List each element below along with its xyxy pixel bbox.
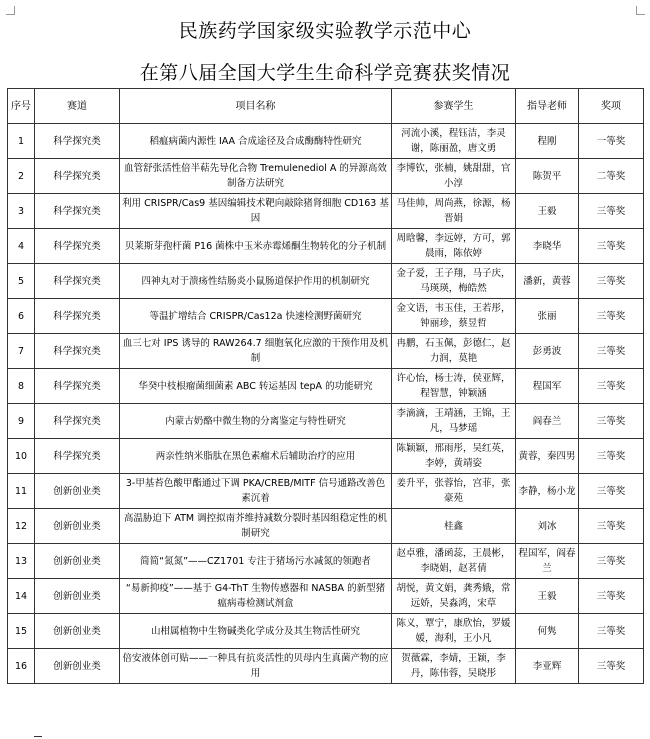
row-award: 三等奖 [579,299,644,334]
table-row [8,439,644,474]
table-row [8,334,644,369]
document-title-line1: 民族药学国家级实验教学示范中心 [178,20,472,42]
row-index: 2 [8,159,35,194]
row-teacher: 王毅 [516,194,579,229]
row-project: “易新抑疫”——基于 G4-ThT 生物传感器和 NASBA 的新型猪瘟病毒检测试剂盒 [120,579,392,614]
table-row [8,194,644,229]
row-project: 血三七对 IPS 诱导的 RAW264.7 细胞氧化应激的干预作用及机制 [120,334,392,369]
table-row [8,614,644,649]
table-row [8,124,644,159]
row-students: 金子爱，王子翔，马子庆，马瑛瑛，梅皓然 [392,264,516,299]
row-index: 11 [8,474,35,509]
table-header-row [8,89,644,124]
row-teacher: 陈贺平 [516,159,579,194]
table-row [8,474,644,509]
header-students: 参赛学生 [392,89,516,124]
page-corner-mark-left [6,6,15,15]
row-teacher: 黄蓉，秦四男 [516,439,579,474]
row-teacher: 李静，杨小龙 [516,474,579,509]
row-track: 创新创业类 [35,649,120,684]
row-teacher: 王毅 [516,579,579,614]
row-index: 15 [8,614,35,649]
table-continuation-mark [34,736,42,737]
row-project: 等温扩增结合 CRISPR/Cas12a 快速检测野菌研究 [120,299,392,334]
row-track: 科学探究类 [35,159,120,194]
table-row [8,579,644,614]
row-students: 赵卓雅，潘函蕊，王晨彬，李晓娟，赵茗倩 [392,544,516,579]
row-index: 1 [8,124,35,159]
row-index: 7 [8,334,35,369]
row-project: 贝莱斯芽孢杆菌 P16 菌株中玉米赤霉烯酮生物转化的分子机制 [120,229,392,264]
row-project: 两亲性纳米脂肽在黑色素瘤术后辅助治疗的应用 [120,439,392,474]
row-teacher: 程刚 [516,124,579,159]
row-index: 5 [8,264,35,299]
table-body [8,124,644,684]
row-project: 内蒙古奶酪中微生物的分离鉴定与特性研究 [120,404,392,439]
row-project: 简简“氮氮”——CZ1701 专注于猪场污水减氮的领跑者 [120,544,392,579]
row-index: 9 [8,404,35,439]
row-teacher: 何隽 [516,614,579,649]
awards-table [7,88,644,684]
row-students: 陈颖颖，邢雨彤，吴红英，李婷，黄靖姿 [392,439,516,474]
row-project: 高温胁迫下 ATM 调控拟南芥维持减数分裂时基因组稳定性的机制研究 [120,509,392,544]
row-track: 科学探究类 [35,334,120,369]
row-award: 三等奖 [579,544,644,579]
row-students: 李滴滴，王靖涵，王锦，王凡，马梦瑶 [392,404,516,439]
table-row [8,264,644,299]
row-students: 胡悦，黄文娟，龚秀娥，常远娇，吴淼鸿，宋草 [392,579,516,614]
row-index: 8 [8,369,35,404]
row-index: 4 [8,229,35,264]
row-students: 金文语，韦玉佳，王若彤，钟丽珍，蔡昱哲 [392,299,516,334]
row-students: 河流小溪，程钰洁，李灵谢，陈丽盈，唐文勇 [392,124,516,159]
row-teacher: 彭勇波 [516,334,579,369]
row-project: 山柑属植物中生物碱类化学成分及其生物活性研究 [120,614,392,649]
row-students: 许心怡，杨士涛，侯亚辉，程智慧，钟颖涵 [392,369,516,404]
row-award: 三等奖 [579,404,644,439]
row-project: 血管舒张活性倍半萜先导化合物 Tremulenediol A 的异源高效制备方法研究 [120,159,392,194]
header-teacher: 指导老师 [516,89,579,124]
row-index: 12 [8,509,35,544]
header-award: 奖项 [579,89,644,124]
table-row [8,229,644,264]
header-project: 项目名称 [120,89,392,124]
row-track: 创新创业类 [35,614,120,649]
row-students: 李博钦，张楠，姚甜甜，官小淳 [392,159,516,194]
row-index: 13 [8,544,35,579]
row-award: 三等奖 [579,264,644,299]
table-row [8,509,644,544]
row-index: 16 [8,649,35,684]
table-row [8,159,644,194]
row-students: 周晗馨，李远婷，方可，郭晨雨，陈依婷 [392,229,516,264]
row-teacher: 阎春兰 [516,404,579,439]
page-corner-mark-right [636,6,645,15]
row-track: 科学探究类 [35,194,120,229]
row-students: 姜升平，张蓉怡，宫菲，张豪苑 [392,474,516,509]
row-track: 创新创业类 [35,544,120,579]
row-award: 三等奖 [579,439,644,474]
row-award: 一等奖 [579,124,644,159]
header-track: 赛道 [35,89,120,124]
row-students: 陈义，覃宁，康欣怡，罗媛媛，海利，王小凡 [392,614,516,649]
row-index: 6 [8,299,35,334]
header-index: 序号 [8,89,35,124]
row-teacher: 张丽 [516,299,579,334]
row-teacher: 程国军 [516,369,579,404]
row-award: 三等奖 [579,649,644,684]
row-teacher: 程国军，阎春兰 [516,544,579,579]
row-track: 创新创业类 [35,474,120,509]
row-track: 科学探究类 [35,264,120,299]
table-row [8,404,644,439]
row-award: 三等奖 [579,579,644,614]
row-award: 三等奖 [579,509,644,544]
row-students: 冉鹏，石玉佩，彭德仁，赵力润，莫艳 [392,334,516,369]
row-students: 桂鑫 [392,509,516,544]
table-row [8,369,644,404]
row-track: 科学探究类 [35,404,120,439]
row-track: 科学探究类 [35,439,120,474]
row-project: 华癸中枝根瘤菌细菌素 ABC 转运基因 tepA 的功能研究 [120,369,392,404]
row-project: 利用 CRISPR/Cas9 基因编辑技术靶向敲除猪肾细胞 CD163 基因 [120,194,392,229]
row-award: 三等奖 [579,474,644,509]
row-teacher: 潘新，黄蓉 [516,264,579,299]
row-project: 四神丸对于溃疡性结肠炎小鼠肠道保护作用的机制研究 [120,264,392,299]
table-row [8,299,644,334]
row-award: 三等奖 [579,229,644,264]
row-award: 三等奖 [579,194,644,229]
row-project: 3-甲基苔色酸甲酯通过下调 PKA/CREB/MITF 信号通路改善色素沉着 [120,474,392,509]
row-track: 科学探究类 [35,299,120,334]
row-teacher: 刘冰 [516,509,579,544]
row-award: 二等奖 [579,159,644,194]
row-index: 10 [8,439,35,474]
row-track: 科学探究类 [35,369,120,404]
document-title-line2: 在第八届全国大学生生命科学竞赛获奖情况 [139,62,511,84]
row-award: 三等奖 [579,334,644,369]
row-index: 14 [8,579,35,614]
row-track: 科学探究类 [35,229,120,264]
table-row [8,544,644,579]
row-award: 三等奖 [579,369,644,404]
row-track: 科学探究类 [35,124,120,159]
row-students: 贺薇霖，李婧，王颖，李丹，陈伟蓉，吴晓彤 [392,649,516,684]
row-teacher: 李亚辉 [516,649,579,684]
row-track: 创新创业类 [35,579,120,614]
row-project: 稻瘟病菌内源性 IAA 合成途径及合成酶酶特性研究 [120,124,392,159]
row-students: 马佳帅，周尚燕，徐源，杨晋娟 [392,194,516,229]
row-project: 倍安液体创可贴——一种具有抗炎活性的贝母内生真菌产物的应用 [120,649,392,684]
row-award: 三等奖 [579,614,644,649]
row-index: 3 [8,194,35,229]
row-teacher: 李晓华 [516,229,579,264]
table-row [8,649,644,684]
row-track: 创新创业类 [35,509,120,544]
